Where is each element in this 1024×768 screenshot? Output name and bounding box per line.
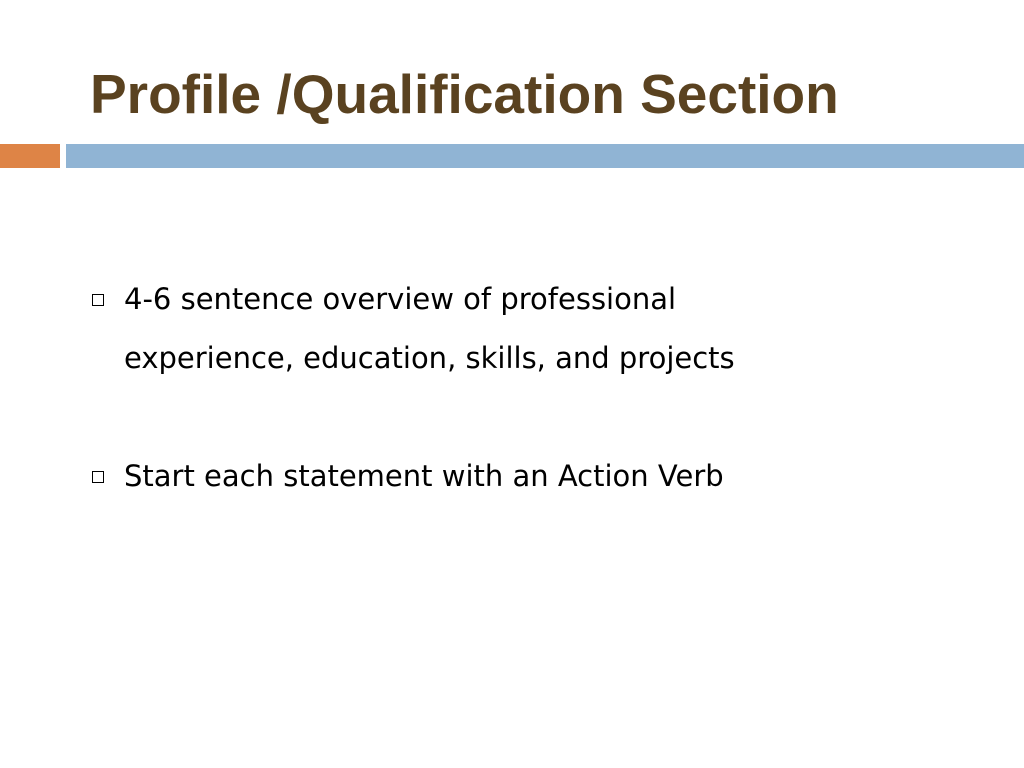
bullet-list bbox=[92, 270, 792, 506]
main-divider-bar bbox=[66, 144, 1024, 168]
accent-divider-bar bbox=[0, 144, 60, 168]
slide-title: Profile /Qualification Section bbox=[90, 63, 839, 125]
bullet-item bbox=[92, 447, 792, 506]
bullet-text: Start each statement with an Action Verb bbox=[124, 459, 724, 493]
bullet-text: 4-6 sentence overview of professional experience, education, skills, and projects bbox=[124, 282, 735, 375]
hollow-square-bullet-icon bbox=[92, 294, 104, 306]
bullet-item bbox=[92, 270, 792, 388]
hollow-square-bullet-icon bbox=[92, 471, 104, 483]
